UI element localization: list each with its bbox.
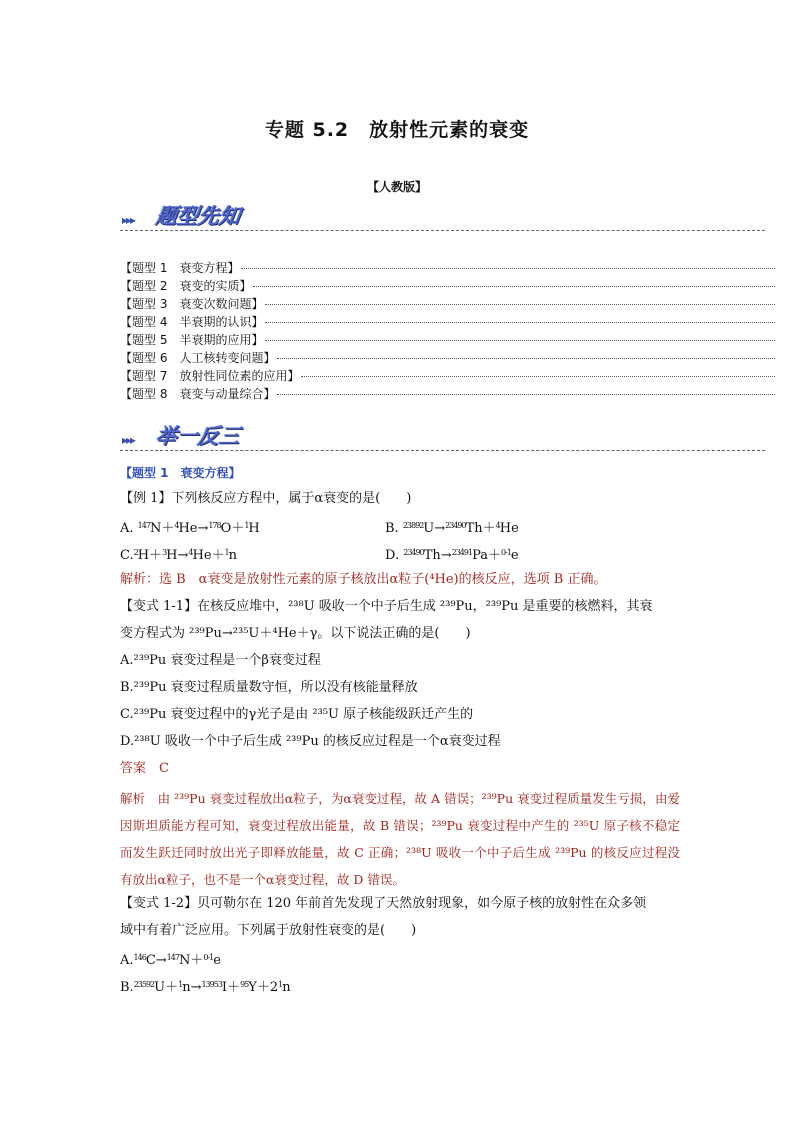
dot-leader — [265, 322, 775, 323]
option-d: D. $^{23490}$Th→$^{23491}$Pa＋$^{0-1}$e — [385, 548, 519, 563]
options-row — [120, 515, 680, 542]
dot-leader — [277, 394, 775, 395]
option-a: A.$^{146}$C→$^{147}$N＋$^{0-1}$e — [120, 953, 221, 968]
question-content — [120, 464, 680, 1001]
dot-leader — [253, 286, 775, 287]
option-c: C.$^2$H＋$^3$H→$^4$He＋$^1$n — [120, 548, 237, 563]
dot-leader — [301, 376, 775, 377]
dot-leader — [265, 340, 775, 341]
variant-stem: 变方程式为 ²³⁹Pu→²³⁵U＋⁴He＋γ。以下说法正确的是( ) — [120, 626, 471, 641]
table-of-contents — [120, 259, 775, 403]
toc-item[interactable]: 【题型 7 放射性同位素的应用】 — [120, 367, 775, 385]
toc-item[interactable]: 【题型 4 半衰期的认识】 — [120, 313, 775, 331]
example-stem: 【例 1】下列核反应方程中，属于α衰变的是( ) — [120, 491, 412, 506]
banner-title: 题型先知 — [154, 204, 242, 228]
dot-leader — [265, 304, 775, 305]
option-b: $B.^{23592}U+^1n\to^{13953}I+^{95}Y+2^1n$ — [120, 980, 291, 995]
section-banner-overview — [120, 200, 765, 231]
options-row — [120, 542, 680, 569]
arrow-chevrons-icon: ▸▸▸ — [122, 433, 135, 447]
answer-label: 答案 C — [120, 761, 169, 776]
option-a: A. $^{147}$N＋$^4$He→$^{178}$O＋$^1$H — [120, 521, 260, 536]
banner-title: 举一反三 — [154, 424, 242, 448]
example-solution: 解析：选 B α衰变是放射性元素的原子核放出α粒子(⁴He)的核反应，选项 B 正确。 — [120, 572, 607, 587]
variant-stem: 【变式 1-2】贝可勒尔在 120 年前首先发现了天然放射现象，如今原子核的放射性在众多领 — [120, 896, 647, 911]
section-banner-practice — [120, 420, 765, 451]
variant-stem: 域中有着广泛应用。下列属于放射性衰变的是( ) — [120, 923, 417, 938]
option-d: D.²³⁸U 吸收一个中子后生成 ²³⁹Pu 的核反应过程是一个α衰变过程 — [120, 734, 501, 749]
toc-item[interactable]: 【题型 3 衰变次数问题】 — [120, 295, 775, 313]
page-title: 专题 5.2 放射性元素的衰变 — [264, 119, 530, 141]
arrow-chevrons-icon: ▸▸▸ — [122, 213, 135, 227]
dot-leader — [277, 358, 775, 359]
question-type-heading: 【题型 1 衰变方程】 — [120, 466, 241, 480]
toc-item[interactable]: 【题型 8 衰变与动量综合】 — [120, 385, 775, 403]
option-b: B. $^{23892}$U→$^{23490}$Th＋$^4$He — [385, 521, 519, 536]
toc-item[interactable]: 【题型 1 衰变方程】 — [120, 259, 775, 277]
toc-item[interactable]: 【题型 2 衰变的实质】 — [120, 277, 775, 295]
option-a: A.²³⁹Pu 衰变过程是一个β衰变过程 — [120, 653, 321, 668]
option-b: B.²³⁹Pu 衰变过程质量数守恒，所以没有核能量释放 — [120, 680, 418, 695]
variant-stem: 【变式 1-1】在核反应堆中，²³⁸U 吸收一个中子后生成 ²³⁹Pu，²³⁹Pu 是重要的核燃料，其衰 — [120, 599, 653, 614]
explanation-text: 解析 由 ²³⁹Pu 衰变过程放出α粒子，为α衰变过程，故 A 错误；²³⁹Pu 衰变过程质量发生亏损，由爱因斯坦质能方程可知，衰变过程放出能量，故 B 错误；²³⁹Pu 衰变过程中产生的 ²³⁵U 原子核不稳定而发生跃迁同时放出光子即释放能量，故 C 正确；²³⁸U 吸收一个中子后生成 ²³⁹Pu 的核反应过程没有放出α粒子，也不是一个α衰变过程，故 D 错误。 — [120, 791, 680, 887]
option-c: C.²³⁹Pu 衰变过程中的γ光子是由 ²³⁵U 原子核能级跃迁产生的 — [120, 707, 474, 722]
dot-leader — [241, 268, 775, 269]
edition-label: 【人教版】 — [366, 180, 427, 194]
toc-item[interactable]: 【题型 5 半衰期的应用】 — [120, 331, 775, 349]
toc-item[interactable]: 【题型 6 人工核转变问题】 — [120, 349, 775, 367]
